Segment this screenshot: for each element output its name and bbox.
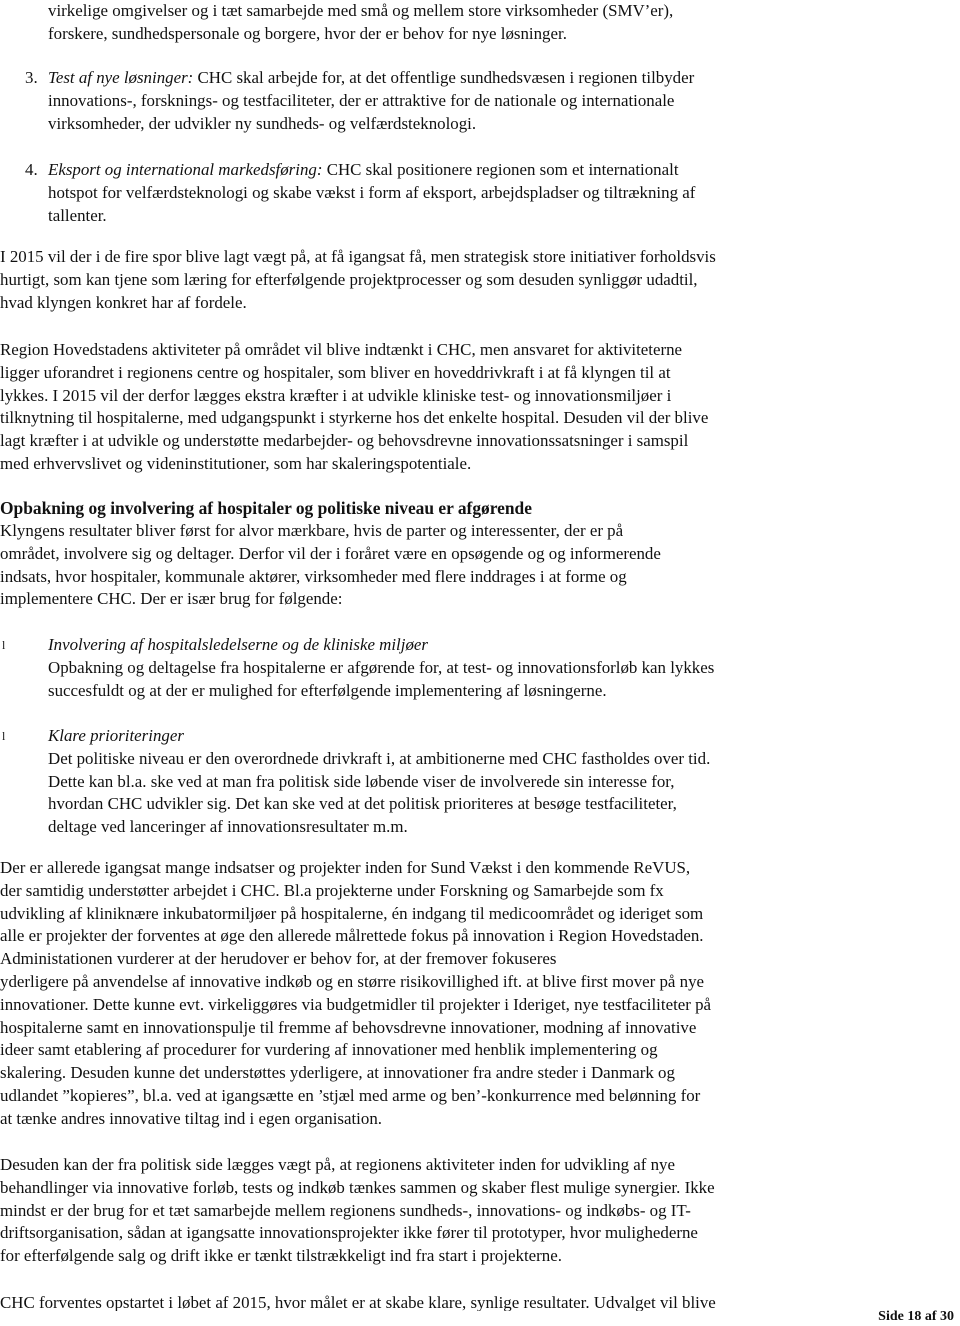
bullet-title: Klare prioriteringer <box>48 726 184 745</box>
text-line: lagt kræfter i at udvikle og understøtte medarbejder- og behovsdrevne innovationssatsninger i samspil <box>0 431 689 451</box>
text-line: der samtidig understøtter arbejdet i CHC. Bl.a projekterne under Forskning og Samarbejde som fx <box>0 880 664 900</box>
text-line: Der er allerede igangsat mange indsatser og projekter inden for Sund Vækst i den kommende ReVUS, <box>0 858 691 877</box>
text-line: Dette kan bl.a. ske ved at man fra politisk side løbende viser de involverede sin interesse for, <box>48 771 675 791</box>
text-line: driftsorganisation, sådan at igangsatte innovationsprojekter ikke fører til prototyper, hvor mulighederne <box>0 1223 698 1243</box>
cut-off-line <box>0 1292 960 1311</box>
text-line: at tænke andres innovative tiltag ind i egen organisation. <box>0 1108 382 1128</box>
text-line: alle er projekter der forventes at øge den allerede målrettede fokus på innovation i Region Hovedstaden. <box>0 926 704 946</box>
text-line: CHC skal arbejde for, at det offentlige sundhedsvæsen i regionen tilbyder <box>193 68 695 87</box>
paragraph <box>0 246 716 314</box>
text-line: Opbakning og deltagelse fra hospitalerne er afgørende for, at test- og innovationsforløb kan lykkes <box>48 657 715 677</box>
text-line: indsats, hvor hospitaler, kommunale aktører, virksomheder med flere inddrages i at forme og <box>0 566 627 586</box>
text-line: tilknytning til hospitalerne, med udgangspunkt i styrkerne hos det enkelte hospital. Desuden vil der blive <box>0 408 709 428</box>
text-line: Region Hovedstadens aktiviteter på området vil blive indtænkt i CHC, men ansvaret for aktiviteterne <box>0 340 683 359</box>
text-line: hvordan CHC udvikler sig. Det kan ske ved at det politisk prioriteres at besøge testfaciliteter, <box>48 794 677 814</box>
text-line: deltage ved lanceringer af innovationsresultater m.m. <box>48 817 408 837</box>
text-line: mindst er der brug for et tæt samarbejde mellem regionens sundheds-, innovations- og indkøbs- og IT- <box>0 1200 691 1220</box>
text-line: ideer samt etablering af procedurer for vurdering af innovationer med henblik implementering og <box>0 1040 658 1060</box>
text-line: Klyngens resultater bliver først for alvor mærkbare, hvis de parter og interessenter, der er på <box>0 521 624 540</box>
text-line: CHC forventes opstartet i løbet af 2015, hvor målet er at skabe klare, synlige resultater. Udvalget vil blive <box>0 1293 716 1311</box>
text-line: udvikling af kliniknære inkubatormiljøer på hospitalerne, én indgang til medicoområdet og ideriget som <box>0 903 704 923</box>
bullet-title: Involvering af hospitalsledelserne og de kliniske miljøer <box>48 635 428 654</box>
text-line: I 2015 vil der i de fire spor blive lagt vægt på, at få igangsat få, men strategisk store initiativer forholdsvis <box>0 247 716 266</box>
paragraph <box>0 520 661 611</box>
bullet-marker: l <box>2 729 6 743</box>
text-line: virksomheder, der udvikler ny sundheds- og velfærdsteknologi. <box>48 113 477 133</box>
text-line: lykkes. I 2015 vil der derfor lægges ekstra kræfter i at udvikle kliniske test- og innovationsmiljøer i <box>0 385 672 405</box>
list-number: 4. <box>25 160 38 179</box>
text-line: innovations-, forsknings- og testfaciliteter, der er attraktive for de nationale og internationale <box>48 90 675 110</box>
page-number: Side 18 af 30 <box>872 1309 954 1325</box>
text-line: ligger uforandret i regionens centre og hospitaler, som bliver en hoveddrivkraft i at få klyngen til at <box>0 362 671 382</box>
text-line: behandlinger via innovative forløb, tests og indkøb tænkes sammen og skaber flest mulige synergier. Ikke <box>0 1177 715 1197</box>
list-item-label: Eksport og international markedsføring: <box>48 160 323 179</box>
text-line: hurtigt, som kan tjene som læring for efterfølgende projektprocesser og som desuden synliggør udadtil, <box>0 269 698 289</box>
paragraph <box>0 857 711 1131</box>
text-line: yderligere på anvendelse af innovative indkøb og en større risikovillighed ift. at blive first mover på nye <box>0 971 705 991</box>
text-line: tallenter. <box>48 205 107 225</box>
text-line: forskere, sundhedspersonale og borgere, hvor der er behov for nye løsninger. <box>48 23 567 43</box>
text-line: for efterfølgende salg og drift ikke er tænkt tilstrækkeligt ind fra start i projekterne. <box>0 1246 562 1266</box>
text-line: med erhvervslivet og videninstitutioner, som har skaleringspotentiale. <box>0 453 472 473</box>
text-line: Det politiske niveau er den overordnede drivkraft i, at ambitionerne med CHC fastholdes over tid. <box>48 748 711 768</box>
text-line: udlandet ”kopieres”, bl.a. ved at igangsætte en ’stjæl med arme og ben’-konkurrence med belønning for <box>0 1085 701 1105</box>
text-line: CHC skal positionere regionen som et internationalt <box>322 160 679 179</box>
text-line: området, involvere sig og deltager. Derfor vil der i foråret være en opsøgende og og informerende <box>0 543 661 563</box>
text-line: innovationer. Dette kunne evt. virkeliggøres via budgetmidler til projekter i Ideriget, nye testfaciliteter på <box>0 994 712 1014</box>
paragraph <box>0 339 708 476</box>
bullet-marker: l <box>2 638 6 652</box>
text-line: Desuden kan der fra politisk side lægges vægt på, at regionens aktiviteter inden for udvikling af nye <box>0 1155 675 1174</box>
text-line: hospitalerne samt en innovationspulje til fremme af behovsdrevne innovationer, modning af innovative <box>0 1017 697 1037</box>
text-line: virkelige omgivelser og i tæt samarbejde med små og mellem store virksomheder (SMV’er), <box>48 1 674 20</box>
intro-paragraph <box>48 0 673 46</box>
text-line: hvad klyngen konkret har af fordele. <box>0 292 247 312</box>
text-line: hotspot for velfærdsteknologi og skabe vækst i form af eksport, arbejdspladser og tiltrækning af <box>48 182 696 202</box>
section-heading: Opbakning og involvering af hospitaler og politiske niveau er afgørende <box>0 498 532 518</box>
text-line: implementere CHC. Der er især brug for følgende: <box>0 589 343 609</box>
list-number: 3. <box>25 68 38 87</box>
text-line: skalering. Desuden kunne det understøttes yderligere, at innovationer fra andre steder i Danmark og <box>0 1063 675 1083</box>
list-item-label: Test af nye løsninger: <box>48 68 194 87</box>
text-line: succesfuldt og at der er mulighed for efterfølgende implementering af løsningerne. <box>48 680 607 700</box>
paragraph <box>0 1154 715 1268</box>
text-line: Administationen vurderer at der herudover er behov for, at der fremover fokuseres <box>0 949 557 969</box>
